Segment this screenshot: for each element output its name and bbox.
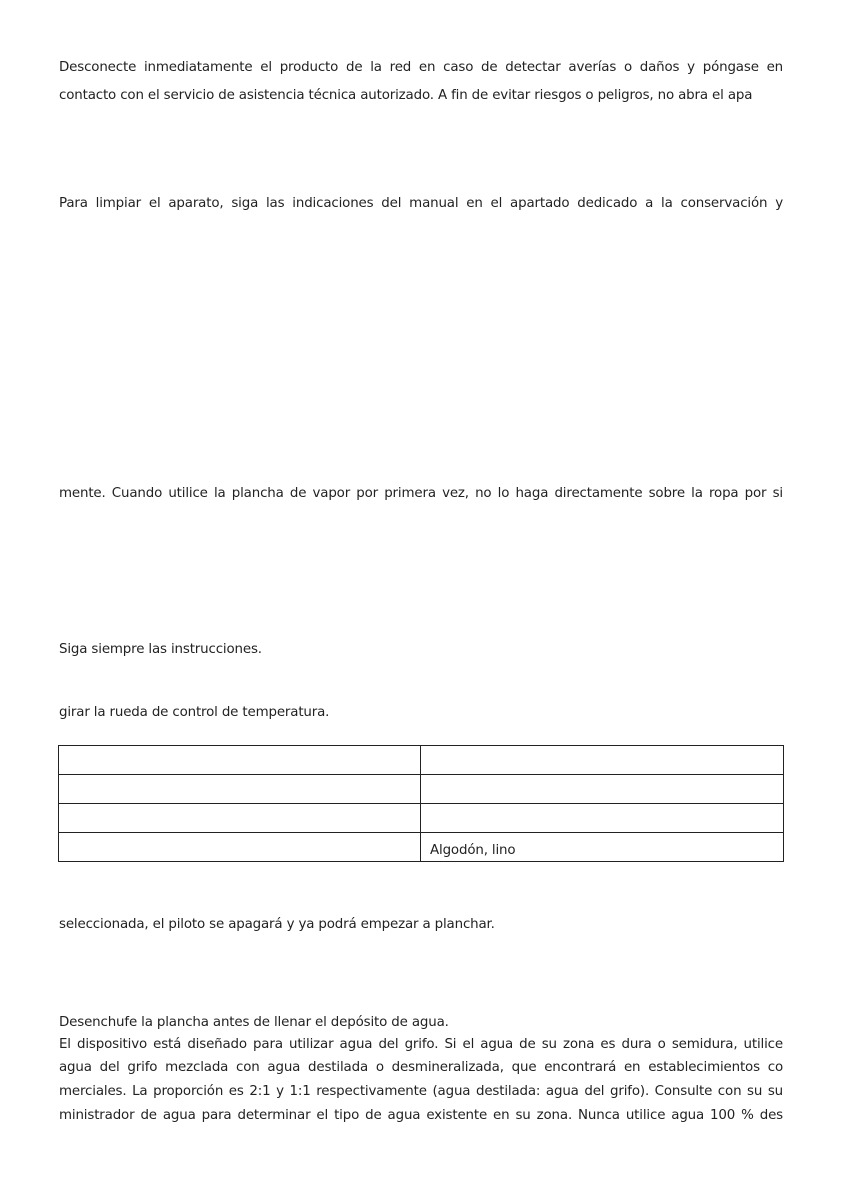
table-row — [59, 746, 784, 775]
table-cell — [59, 775, 421, 804]
paragraph-water-line-5: ministrador de agua para determinar el tipo de agua existente en su zona. Nunca utilice agua 100 % des — [59, 1108, 783, 1123]
paragraph-water-line-3: agua del grifo mezclada con agua destilada o desmineralizada, que encontrará en establecimientos co — [59, 1060, 783, 1075]
table-cell — [59, 746, 421, 775]
paragraph-cleaning-line-1: Para limpiar el aparato, siga las indicaciones del manual en el apartado dedicado a la conservación y — [59, 196, 783, 211]
temperature-table — [58, 745, 784, 862]
table-cell — [421, 746, 784, 775]
table-cell — [59, 804, 421, 833]
paragraph-unplug-line-1: Desconecte inmediatamente el producto de la red en caso de detectar averías o daños y póngase en — [59, 60, 783, 75]
table-cell — [59, 833, 421, 862]
paragraph-water-line-2: El dispositivo está diseñado para utilizar agua del grifo. Si el agua de su zona es dura o semidura, utilice — [59, 1037, 783, 1052]
paragraph-unplug-line-2: contacto con el servicio de asistencia técnica autorizado. A fin de evitar riesgos o peligros, no abra el apa — [59, 88, 753, 103]
table-row — [59, 775, 784, 804]
paragraph-instructions: Siga siempre las instrucciones. — [59, 642, 262, 657]
table-cell — [421, 775, 784, 804]
table-cell: Algodón, lino — [421, 833, 784, 862]
paragraph-first-use-line-1: mente. Cuando utilice la plancha de vapor por primera vez, no lo haga directamente sobre la ropa por si — [59, 486, 783, 501]
paragraph-water-line-4: merciales. La proporción es 2:1 y 1:1 respectivamente (agua destilada: agua del grifo). Consulte con su su — [59, 1084, 783, 1099]
page-bottom-edge — [0, 1191, 843, 1195]
table-cell — [421, 804, 784, 833]
paragraph-ready-to-iron: seleccionada, el piloto se apagará y ya podrá empezar a planchar. — [59, 917, 495, 932]
table-row — [59, 804, 784, 833]
table-row — [59, 833, 784, 862]
paragraph-water-line-1: Desenchufe la plancha antes de llenar el depósito de agua. — [59, 1015, 449, 1030]
paragraph-temperature-dial: girar la rueda de control de temperatura. — [59, 705, 330, 720]
